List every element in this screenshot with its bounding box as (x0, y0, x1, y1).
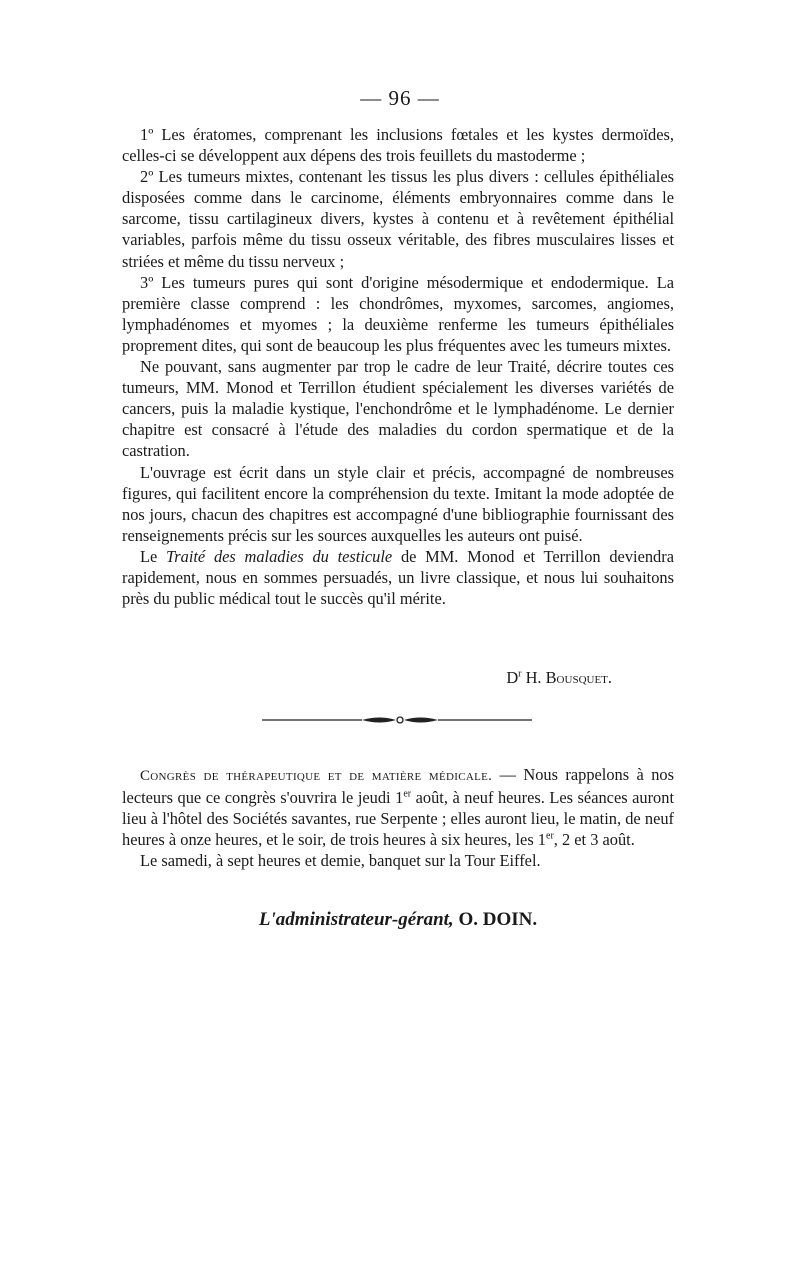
congres-text-a: — Nous rappelons à nos lecteurs que ce congrès s'ouvrira le jeudi 1 (122, 765, 674, 808)
page-number: — 96 — (360, 86, 440, 110)
signature-sup: r (518, 668, 522, 680)
congres-text-c: , 2 et 3 août. (553, 830, 635, 850)
paragraph-4: Ne pouvant, sans augmenter par trop le cadre de leur Traité, décrire toutes ces tumeurs, MM. Monod et Terrillon étudient spécialement les diverses variétés de cancers, puis la maladie kystique, l'enchondrôme et le lymphadénome. Le dernier chapitre est consacré à l'étude des maladies du cordon spermatique et de la castration. (122, 357, 674, 461)
review-body (122, 124, 674, 609)
congres-notice (122, 764, 674, 871)
paragraph-6 (122, 546, 674, 609)
paragraph-1: 1º Les ératomes, comprenant les inclusions fœtales et les kystes dermoïdes, celles-ci se développent aux dépens des trois feuillets du mastoderme ; (122, 125, 674, 166)
administrator-role: L'administrateur-gérant, (258, 909, 454, 930)
book-title: Traité des maladies du testicule (166, 546, 393, 566)
paragraph-3: 3º Les tumeurs pures qui sont d'origine mésodermique et endodermique. La première classe comprend : les chondrômes, myxomes, sarcomes, angiomes, lymphadénomes et myomes ; la deuxième renferme les tumeurs épithéliales proprement dites, qui sont de beaucoup les plus fréquentes avec les tumeurs mixtes. (122, 272, 674, 355)
author-signature (122, 668, 612, 688)
paragraph-2: 2º Les tumeurs mixtes, contenant les tissus les plus divers : cellules épithéliales disposées comme dans le carcinome, éléments embryonnaires comme dans le sarcome, tissu cartilagineux divers, kystes à contenu et à revêtement épithélial variables, parfois même du tissu osseux véritable, des fibres musculaires lisses et striées et même du tissu nerveux ; (122, 167, 674, 271)
administrator-name: O. DOIN. (453, 909, 538, 930)
paragraph-5: L'ouvrage est écrit dans un style clair et précis, accompagné de nombreuses figures, qui facilitent encore la compréhension du texte. Imitant la mode adoptée de nos jours, chacun des chapitres est accompagné d'une bibliographie fournissant des renseignements précis sur les sources auxquelles les auteurs ont puisé. (122, 462, 674, 545)
paragraph-6-prefix: Le (140, 546, 167, 566)
signature-prefix: D (506, 668, 519, 687)
congres-paragraph (122, 764, 674, 850)
paragraph-6-rest: de MM. Monod et Terrillon deviendra rapidement, nous en sommes persuadés, un livre classique, et nous lui souhaitons près du public médical tout le succès qu'il mérite. (122, 546, 674, 609)
congres-sup-a: er (403, 788, 412, 800)
signature-name: H. Bousquet. (521, 668, 612, 687)
congres-sup-b: er (546, 830, 554, 842)
banquet-paragraph: Le samedi, à sept heures et demie, banquet sur la Tour Eiffel. (140, 851, 541, 871)
ornamental-divider (262, 712, 532, 728)
congres-title: Congrès de thérapeutique et de matière médicale. (140, 768, 493, 784)
congres-text-b: août, à neuf heures. Les séances auront lieu à l'hôtel des Sociétés savantes, rue Serpente ; elles auront lieu, le matin, de neuf heures à onze heures, et le soir, de trois heures à six heures, les 1 (122, 788, 674, 850)
administrator-line (122, 909, 674, 931)
